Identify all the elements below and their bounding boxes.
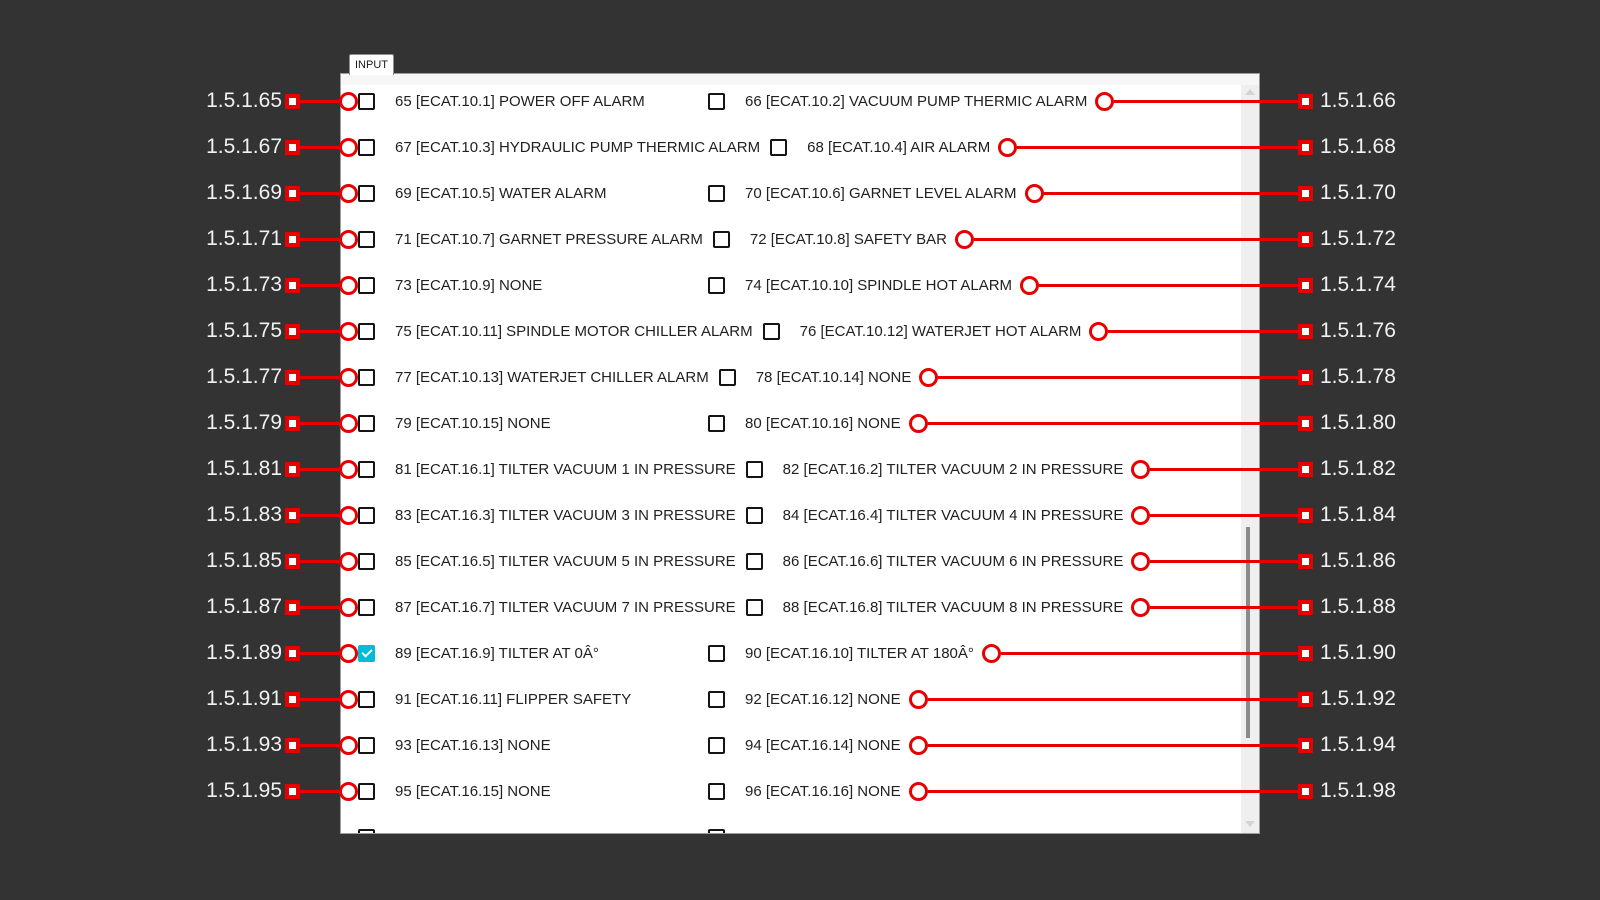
input-checkbox-right[interactable]	[770, 139, 787, 156]
input-label-left: 85 [ECAT.16.5] TILTER VACUUM 5 IN PRESSURE	[395, 552, 736, 570]
left-connector-line	[300, 146, 339, 149]
right-square-marker-icon	[1298, 554, 1313, 569]
right-connector-circle-icon	[1095, 92, 1114, 111]
left-address-label: 1.5.1.75	[206, 319, 282, 342]
right-connector-circle-icon	[1131, 598, 1150, 617]
right-connector-line	[928, 744, 1298, 747]
input-label-left: 83 [ECAT.16.3] TILTER VACUUM 3 IN PRESSURE	[395, 506, 736, 524]
input-label-left: 65 [ECAT.10.1] POWER OFF ALARM	[395, 92, 645, 110]
right-square-marker-icon	[1298, 94, 1313, 109]
input-checkbox-left[interactable]	[358, 599, 375, 616]
input-label-left: 71 [ECAT.10.7] GARNET PRESSURE ALARM	[395, 230, 703, 248]
input-checkbox-left[interactable]	[358, 691, 375, 708]
right-connector-line	[1039, 284, 1298, 287]
left-connector-circle-icon	[339, 736, 358, 755]
left-connector-circle-icon	[339, 322, 358, 341]
left-address-label: 1.5.1.65	[206, 89, 282, 112]
left-connector-line	[300, 514, 339, 517]
left-square-marker-icon	[285, 554, 300, 569]
right-square-marker-icon	[1298, 646, 1313, 661]
input-label-right: 74 [ECAT.10.10] SPINDLE HOT ALARM	[745, 276, 1013, 294]
left-connector-line	[300, 698, 339, 701]
left-square-marker-icon	[285, 462, 300, 477]
input-checkbox-right[interactable]	[719, 369, 736, 386]
input-checkbox-right[interactable]	[713, 231, 730, 248]
input-label-right: 72 [ECAT.10.8] SAFETY BAR	[749, 230, 947, 248]
left-connector-line	[300, 284, 339, 287]
io-row	[0, 768, 1600, 814]
input-label-right: 80 [ECAT.10.16] NONE	[745, 414, 901, 432]
left-address-label: 1.5.1.91	[206, 687, 282, 710]
right-address-label: 1.5.1.76	[1320, 319, 1396, 342]
input-checkbox-right[interactable]	[708, 737, 725, 754]
input-checkbox-left[interactable]	[358, 415, 375, 432]
io-row	[0, 354, 1600, 400]
input-label-right: 96 [ECAT.16.16] NONE	[745, 782, 901, 800]
left-address-label: 1.5.1.71	[206, 227, 282, 250]
right-connector-circle-icon	[982, 644, 1001, 663]
left-square-marker-icon	[285, 416, 300, 431]
left-connector-circle-icon	[339, 92, 358, 111]
tab-input-label: INPUT	[355, 59, 388, 71]
input-checkbox-right[interactable]	[708, 645, 725, 662]
left-address-label: 1.5.1.89	[206, 641, 282, 664]
input-label-right: 68 [ECAT.10.4] AIR ALARM	[807, 138, 991, 156]
input-label-left: 77 [ECAT.10.13] WATERJET CHILLER ALARM	[395, 368, 709, 386]
left-square-marker-icon	[285, 94, 300, 109]
io-row	[0, 78, 1600, 124]
right-connector-circle-icon	[909, 736, 928, 755]
input-checkbox-left[interactable]	[358, 185, 375, 202]
input-checkbox-right[interactable]	[708, 691, 725, 708]
input-label-right: 88 [ECAT.16.8] TILTER VACUUM 8 IN PRESSURE	[782, 598, 1124, 616]
right-address-label: 1.5.1.88	[1320, 595, 1396, 618]
input-label-right: 76 [ECAT.10.12] WATERJET HOT ALARM	[799, 322, 1082, 340]
right-connector-line	[928, 422, 1298, 425]
input-label-right: 94 [ECAT.16.14] NONE	[745, 736, 901, 754]
left-connector-line	[300, 422, 339, 425]
left-address-label: 1.5.1.81	[206, 457, 282, 480]
io-row	[0, 722, 1600, 768]
right-square-marker-icon	[1298, 278, 1313, 293]
right-square-marker-icon	[1298, 784, 1313, 799]
left-connector-circle-icon	[339, 506, 358, 525]
input-label-left: 79 [ECAT.10.15] NONE	[395, 414, 551, 432]
right-connector-line	[1044, 192, 1298, 195]
right-address-label: 1.5.1.80	[1320, 411, 1396, 434]
left-connector-line	[300, 560, 339, 563]
io-row-partial	[0, 814, 1600, 833]
right-connector-circle-icon	[909, 414, 928, 433]
right-square-marker-icon	[1298, 186, 1313, 201]
left-connector-line	[300, 744, 339, 747]
left-address-label: 1.5.1.95	[206, 779, 282, 802]
input-label-right: 92 [ECAT.16.12] NONE	[745, 690, 901, 708]
input-checkbox-left[interactable]	[358, 507, 375, 524]
right-connector-line	[1150, 468, 1298, 471]
input-checkbox-left[interactable]	[358, 553, 375, 570]
right-connector-circle-icon	[1025, 184, 1044, 203]
left-connector-circle-icon	[339, 690, 358, 709]
left-connector-circle-icon	[339, 644, 358, 663]
right-connector-circle-icon	[1131, 552, 1150, 571]
left-connector-circle-icon	[339, 138, 358, 157]
left-address-label: 1.5.1.67	[206, 135, 282, 158]
input-label-left: 95 [ECAT.16.15] NONE	[395, 782, 551, 800]
left-connector-line	[300, 192, 339, 195]
left-square-marker-icon	[285, 692, 300, 707]
right-connector-circle-icon	[1131, 506, 1150, 525]
tab-input[interactable]	[349, 54, 394, 75]
input-checkbox-left[interactable]	[358, 323, 375, 340]
right-connector-circle-icon	[909, 690, 928, 709]
right-square-marker-icon	[1298, 462, 1313, 477]
left-square-marker-icon	[285, 232, 300, 247]
left-connector-circle-icon	[339, 460, 358, 479]
left-square-marker-icon	[285, 738, 300, 753]
right-square-marker-icon	[1298, 692, 1313, 707]
input-checkbox-left[interactable]	[358, 277, 375, 294]
right-address-label: 1.5.1.68	[1320, 135, 1396, 158]
input-label-left: 81 [ECAT.16.1] TILTER VACUUM 1 IN PRESSURE	[395, 460, 736, 478]
right-connector-circle-icon	[998, 138, 1017, 157]
io-row	[0, 124, 1600, 170]
partial-row-clip	[0, 814, 1600, 833]
input-checkbox-right[interactable]	[746, 553, 763, 570]
left-square-marker-icon	[285, 140, 300, 155]
left-square-marker-icon	[285, 646, 300, 661]
right-square-marker-icon	[1298, 140, 1313, 155]
left-square-marker-icon	[285, 508, 300, 523]
input-checkbox-left[interactable]	[358, 93, 375, 110]
left-connector-line	[300, 606, 339, 609]
input-checkbox-left[interactable]	[358, 231, 375, 248]
right-connector-circle-icon	[919, 368, 938, 387]
right-square-marker-icon	[1298, 324, 1313, 339]
right-connector-circle-icon	[955, 230, 974, 249]
right-square-marker-icon	[1298, 508, 1313, 523]
left-connector-line	[300, 330, 339, 333]
io-row	[0, 630, 1600, 676]
left-square-marker-icon	[285, 600, 300, 615]
input-label-left: 91 [ECAT.16.11] FLIPPER SAFETY	[395, 690, 632, 708]
input-checkbox-right[interactable]	[763, 323, 780, 340]
input-label-left: 87 [ECAT.16.7] TILTER VACUUM 7 IN PRESSURE	[395, 598, 736, 616]
left-connector-circle-icon	[339, 552, 358, 571]
left-connector-circle-icon	[339, 230, 358, 249]
right-connector-line	[938, 376, 1298, 379]
input-checkbox-right[interactable]	[708, 93, 725, 110]
left-address-label: 1.5.1.77	[206, 365, 282, 388]
io-row	[0, 584, 1600, 630]
io-row	[0, 170, 1600, 216]
input-checkbox-right[interactable]	[708, 185, 725, 202]
input-checkbox-left[interactable]	[358, 645, 375, 662]
left-connector-circle-icon	[339, 782, 358, 801]
input-label-left: 67 [ECAT.10.3] HYDRAULIC PUMP THERMIC ALARM	[395, 138, 761, 156]
left-address-label: 1.5.1.87	[206, 595, 282, 618]
input-checkbox-right[interactable]	[746, 507, 763, 524]
left-connector-circle-icon	[339, 184, 358, 203]
input-checkbox-right[interactable]	[746, 461, 763, 478]
left-address-label: 1.5.1.85	[206, 549, 282, 572]
right-square-marker-icon	[1298, 416, 1313, 431]
right-address-label: 1.5.1.82	[1320, 457, 1396, 480]
right-address-label: 1.5.1.66	[1320, 89, 1396, 112]
input-checkbox-right[interactable]	[708, 277, 725, 294]
io-row	[0, 216, 1600, 262]
io-row	[0, 676, 1600, 722]
input-label-right: 84 [ECAT.16.4] TILTER VACUUM 4 IN PRESSURE	[782, 506, 1124, 524]
left-connector-line	[300, 100, 339, 103]
io-row	[0, 400, 1600, 446]
input-label-left: 89 [ECAT.16.9] TILTER AT 0Â°	[395, 644, 599, 662]
input-label-left: 73 [ECAT.10.9] NONE	[395, 276, 543, 294]
input-checkbox-left[interactable]	[358, 783, 375, 800]
right-connector-line	[1001, 652, 1298, 655]
input-label-right: 66 [ECAT.10.2] VACUUM PUMP THERMIC ALARM	[745, 92, 1088, 110]
io-row	[0, 446, 1600, 492]
left-square-marker-icon	[285, 370, 300, 385]
input-checkbox-right[interactable]	[746, 599, 763, 616]
input-label-left: 93 [ECAT.16.13] NONE	[395, 736, 551, 754]
left-connector-circle-icon	[339, 276, 358, 295]
right-connector-line	[1017, 146, 1298, 149]
io-row	[0, 492, 1600, 538]
right-address-label: 1.5.1.70	[1320, 181, 1396, 204]
right-connector-line	[928, 698, 1298, 701]
left-address-label: 1.5.1.79	[206, 411, 282, 434]
right-address-label: 1.5.1.92	[1320, 687, 1396, 710]
left-connector-line	[300, 790, 339, 793]
left-connector-circle-icon	[339, 368, 358, 387]
input-checkbox-right[interactable]	[708, 783, 725, 800]
right-connector-circle-icon	[909, 782, 928, 801]
input-checkbox-left[interactable]	[358, 737, 375, 754]
right-square-marker-icon	[1298, 370, 1313, 385]
right-address-label: 1.5.1.78	[1320, 365, 1396, 388]
input-checkbox-left[interactable]	[358, 461, 375, 478]
left-square-marker-icon	[285, 186, 300, 201]
left-address-label: 1.5.1.83	[206, 503, 282, 526]
right-connector-line	[1114, 100, 1298, 103]
input-label-left: 69 [ECAT.10.5] WATER ALARM	[395, 184, 607, 202]
left-address-label: 1.5.1.69	[206, 181, 282, 204]
right-connector-circle-icon	[1131, 460, 1150, 479]
right-connector-line	[1150, 560, 1298, 563]
input-checkbox-right[interactable]	[708, 829, 725, 834]
right-connector-line	[1150, 514, 1298, 517]
left-square-marker-icon	[285, 784, 300, 799]
right-square-marker-icon	[1298, 600, 1313, 615]
input-label-right: 70 [ECAT.10.6] GARNET LEVEL ALARM	[745, 184, 1017, 202]
right-address-label: 1.5.1.94	[1320, 733, 1396, 756]
left-square-marker-icon	[285, 324, 300, 339]
right-address-label: 1.5.1.84	[1320, 503, 1396, 526]
io-row	[0, 262, 1600, 308]
input-label-right: 90 [ECAT.16.10] TILTER AT 180Â°	[745, 644, 974, 662]
input-label-right: 78 [ECAT.10.14] NONE	[755, 368, 912, 386]
input-label-right: 86 [ECAT.16.6] TILTER VACUUM 6 IN PRESSURE	[782, 552, 1124, 570]
right-address-label: 1.5.1.90	[1320, 641, 1396, 664]
left-connector-line	[300, 238, 339, 241]
left-address-label: 1.5.1.93	[206, 733, 282, 756]
right-address-label: 1.5.1.98	[1320, 779, 1396, 802]
rows-container	[0, 78, 1600, 814]
right-connector-line	[1150, 606, 1298, 609]
right-address-label: 1.5.1.86	[1320, 549, 1396, 572]
input-checkbox-right[interactable]	[708, 415, 725, 432]
input-checkbox-left[interactable]	[358, 139, 375, 156]
right-connector-line	[974, 238, 1298, 241]
left-connector-line	[300, 652, 339, 655]
input-label-left: 75 [ECAT.10.11] SPINDLE MOTOR CHILLER ALARM	[395, 322, 753, 340]
left-address-label: 1.5.1.73	[206, 273, 282, 296]
right-square-marker-icon	[1298, 738, 1313, 753]
input-checkbox-left[interactable]	[358, 369, 375, 386]
left-connector-circle-icon	[339, 598, 358, 617]
input-label-right: 82 [ECAT.16.2] TILTER VACUUM 2 IN PRESSURE	[782, 460, 1124, 478]
right-connector-line	[928, 790, 1298, 793]
left-connector-circle-icon	[339, 414, 358, 433]
right-address-label: 1.5.1.72	[1320, 227, 1396, 250]
io-row	[0, 308, 1600, 354]
input-checkbox-left[interactable]	[358, 829, 375, 834]
right-square-marker-icon	[1298, 232, 1313, 247]
right-connector-line	[1108, 330, 1298, 333]
left-square-marker-icon	[285, 278, 300, 293]
io-row	[0, 538, 1600, 584]
left-connector-line	[300, 468, 339, 471]
right-connector-circle-icon	[1020, 276, 1039, 295]
right-address-label: 1.5.1.74	[1320, 273, 1396, 296]
right-connector-circle-icon	[1089, 322, 1108, 341]
left-connector-line	[300, 376, 339, 379]
